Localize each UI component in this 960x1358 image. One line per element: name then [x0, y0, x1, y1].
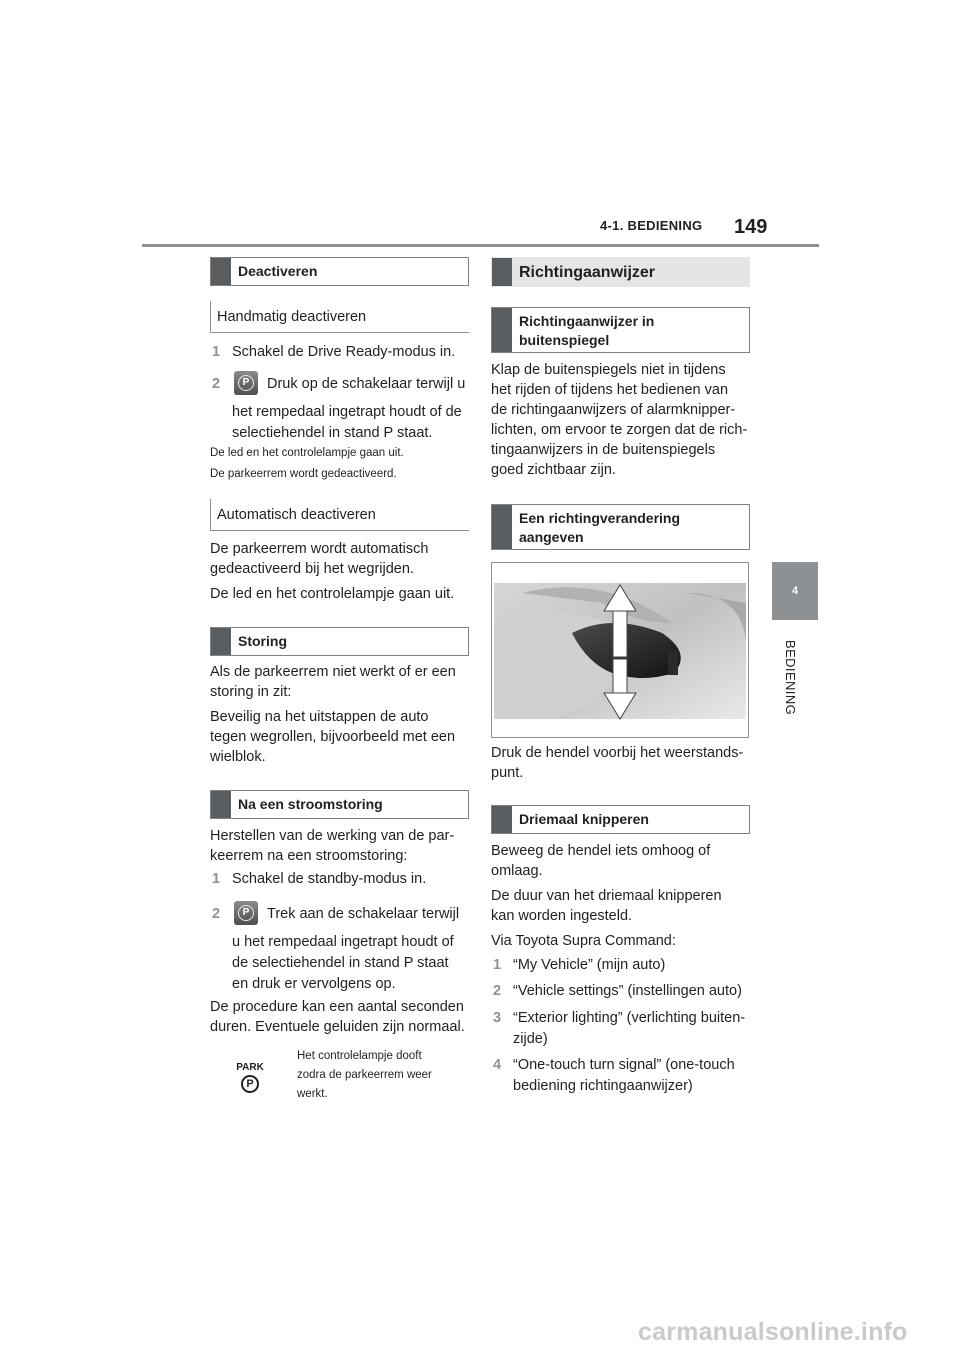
- heading-bar: [492, 806, 512, 833]
- step-1: [493, 955, 666, 975]
- step-text-line3: de selectiehendel in stand P staat: [232, 955, 449, 971]
- line: omlaag.: [491, 863, 543, 879]
- chapter-tab: [772, 562, 818, 620]
- heading-label: [519, 509, 743, 547]
- paragraph: [491, 841, 710, 881]
- step-text-line2: zijde): [513, 1031, 548, 1047]
- heading-label: Deactiveren: [238, 263, 318, 279]
- chapter-label-wrap: [778, 640, 808, 740]
- chapter-label: BEDIENING: [783, 640, 798, 716]
- line: buitenspiegel: [519, 332, 610, 348]
- paragraph: [210, 707, 455, 767]
- line: Als de parkeerrem niet werkt of er een: [210, 664, 456, 680]
- step-text: Schakel de Drive Ready-modus in.: [232, 344, 456, 360]
- heading-label: Storing: [238, 633, 287, 649]
- heading-triple-blink: [491, 805, 750, 834]
- heading-label: Na een stroomstoring: [238, 796, 383, 812]
- line: zodra de parkeerrem weer: [297, 1069, 432, 1081]
- line: Een richtingverandering: [519, 510, 681, 526]
- step-4: [493, 1055, 735, 1094]
- section-title: 4-1. BEDIENING: [600, 218, 703, 233]
- sub-vline: [210, 301, 211, 332]
- line: De duur van het driemaal knipperen: [491, 888, 722, 904]
- step-text-line1: Druk op de schakelaar terwijl u: [267, 376, 466, 392]
- lever-illustration: [491, 562, 749, 738]
- step-number: 1: [212, 871, 221, 887]
- heading-bar: [492, 308, 512, 352]
- watermark: carmanualsonline.info: [638, 1318, 908, 1346]
- step-text: “Vehicle settings” (instellingen auto): [513, 983, 742, 999]
- page-number: 149: [734, 216, 768, 238]
- heading-change-direction: [491, 504, 750, 550]
- heading-bar: [211, 628, 231, 655]
- line: gedeactiveerd bij het wegrijden.: [210, 561, 414, 577]
- step-text-line4: en druk er vervolgens op.: [232, 976, 396, 992]
- line: goed zichtbaar zijn.: [491, 462, 616, 478]
- parking-brake-switch-icon: P: [234, 371, 258, 395]
- paragraph: [210, 826, 454, 866]
- line: Het controlelampje dooft: [297, 1050, 422, 1062]
- line: de richtingaanwijzers of alarmknipper-: [491, 402, 736, 418]
- line: duren. Eventuele geluiden zijn normaal.: [210, 1019, 465, 1035]
- heading-bar: [211, 258, 231, 285]
- heading-bar: [492, 258, 512, 286]
- line: kan worden ingesteld.: [491, 908, 633, 924]
- parking-brake-switch-icon: P: [234, 901, 258, 925]
- line: Richtingaanwijzer in: [519, 313, 655, 329]
- line: lichten, om ervoor te zorgen dat de rich-: [491, 422, 748, 438]
- step-number: 4: [493, 1057, 502, 1073]
- step-number: 1: [212, 344, 221, 360]
- heading-bar: [211, 791, 231, 818]
- line: werkt.: [297, 1088, 328, 1100]
- note-text: [297, 1047, 432, 1104]
- line: storing in zit:: [210, 684, 292, 700]
- paragraph: De led en het controlelampje gaan uit.: [210, 586, 455, 602]
- step-text-line2: het rempedaal ingetrapt houdt of de: [232, 404, 462, 420]
- step-number: 2: [212, 906, 221, 922]
- line: Beveilig na het uitstappen de auto: [210, 709, 429, 725]
- sub-rule: [210, 332, 469, 333]
- step-text: Schakel de standby-modus in.: [232, 871, 427, 887]
- step-1: [212, 342, 456, 362]
- step-1: [212, 869, 427, 889]
- step-2: [212, 904, 472, 992]
- heading-deactivate: [210, 257, 469, 286]
- heading-label: Driemaal knipperen: [519, 811, 649, 827]
- note-line: De led en het controlelampje gaan uit.: [210, 447, 404, 459]
- step-text-line3: selectiehendel in stand P staat.: [232, 425, 433, 441]
- park-icon-text: PARK: [236, 1062, 264, 1073]
- heading-label: [519, 312, 743, 350]
- heading-fault: [210, 627, 469, 656]
- step-2: [212, 374, 472, 441]
- lever-drawing: [492, 563, 748, 737]
- heading-bar: [492, 505, 512, 549]
- park-indicator-icon: [233, 1062, 267, 1100]
- paragraph: [210, 539, 428, 579]
- header-rule: [142, 244, 819, 247]
- paragraph: [210, 997, 465, 1037]
- line: punt.: [491, 765, 524, 781]
- paragraph: [491, 743, 743, 783]
- line: Herstellen van de werking van de par-: [210, 828, 455, 844]
- line: Beweeg de hendel iets omhoog of: [491, 843, 711, 859]
- step-number: 1: [493, 957, 502, 973]
- note-line: De parkeerrem wordt gedeactiveerd.: [210, 468, 397, 480]
- park-icon-letter: P: [241, 1075, 259, 1093]
- step-text-line1: Trek aan de schakelaar terwijl: [267, 906, 460, 922]
- subheading-manual: Handmatig deactiveren: [217, 309, 367, 325]
- paragraph: [491, 886, 722, 926]
- line: het rijden of tijdens het bedienen van: [491, 382, 729, 398]
- line: keerrem na een stroomstoring:: [210, 848, 408, 864]
- paragraph: Via Toyota Supra Command:: [491, 933, 676, 949]
- line: aangeven: [519, 529, 584, 545]
- step-text-line1: “Exterior lighting” (verlichting buiten-: [513, 1010, 746, 1026]
- step-text-line2: bediening richtingaanwijzer): [513, 1078, 693, 1094]
- step-number: 2: [212, 376, 221, 392]
- line: tingaanwijzers in de buitenspiegels: [491, 442, 716, 458]
- subheading-auto: Automatisch deactiveren: [217, 507, 376, 523]
- step-2: [493, 981, 742, 1001]
- paragraph: [491, 360, 747, 480]
- heading-power-failure: [210, 790, 469, 819]
- heading-turn-signal: [491, 257, 750, 287]
- line: Druk de hendel voorbij het weerstands-: [491, 745, 744, 761]
- line: De procedure kan een aantal seconden: [210, 999, 464, 1015]
- step-text-line1: “One-touch turn signal” (one-touch: [513, 1057, 735, 1073]
- step-number: 2: [493, 983, 502, 999]
- line: tegen wegrollen, bijvoorbeeld met een: [210, 729, 456, 745]
- heading-mirror-signal: [491, 307, 750, 353]
- sub-vline: [210, 499, 211, 530]
- line: De parkeerrem wordt automatisch: [210, 541, 429, 557]
- chapter-number: 4: [791, 585, 799, 597]
- paragraph: [210, 662, 456, 702]
- step-text-line2: u het rempedaal ingetrapt houdt of: [232, 934, 454, 950]
- sub-rule: [210, 530, 469, 531]
- line: wielblok.: [210, 749, 266, 765]
- step-3: [493, 1008, 746, 1047]
- line: Klap de buitenspiegels niet in tijdens: [491, 362, 726, 378]
- step-text: “My Vehicle” (mijn auto): [513, 957, 666, 973]
- step-number: 3: [493, 1010, 502, 1026]
- heading-label: Richtingaanwijzer: [519, 264, 656, 281]
